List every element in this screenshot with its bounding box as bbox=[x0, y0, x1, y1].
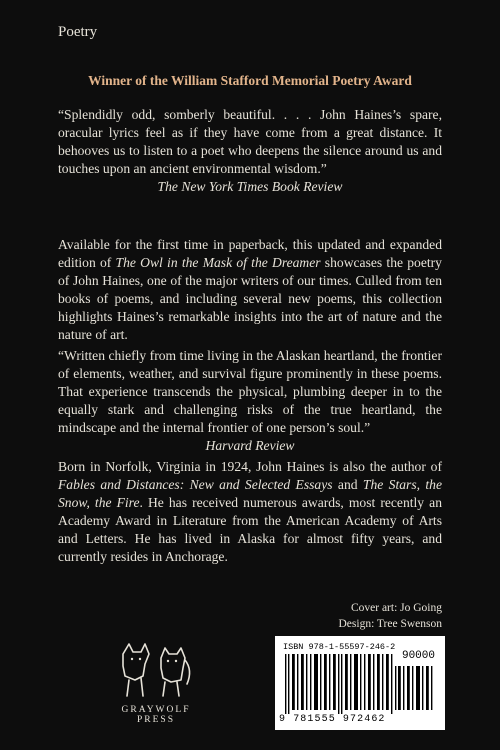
quote-text: “Splendidly odd, somberly beautiful. . . . John Haines’s spare, oracular lyrics feel as if they have come from a great distance. It behooves us to listen to a poet who deepens the silence around us and touches upon an ancient environmental wisdom.” bbox=[58, 107, 442, 176]
cover-art-credit: Cover art: Jo Going bbox=[350, 602, 442, 614]
bio-book-1: Fables and Distances: New and Selected Essays bbox=[58, 477, 333, 492]
quote-text: “Written chiefly from time living in the Alaskan heartland, the frontier of elements, weather, and survival figure prominently in these poems. That experience transcends the physical, plumbing deeper in to the equally stark and challenging risks of the true heartland, the mindscape and the internal frontier of one person’s soul.” bbox=[58, 348, 442, 435]
bio-mid: and bbox=[332, 477, 363, 492]
bio-lead: Born in Norfolk, Virginia in 1924, John Haines is also the author of bbox=[58, 459, 442, 474]
bio-book-2: The Stars, the Snow, the Fire bbox=[58, 477, 442, 510]
quote-source: Harvard Review bbox=[205, 438, 295, 453]
quote-source: The New York Times Book Review bbox=[157, 179, 343, 194]
price-bars bbox=[395, 666, 435, 710]
price-code: 90000 bbox=[401, 650, 435, 662]
book-description bbox=[58, 236, 442, 344]
description-rest: showcases the poetry of John Haines, one of the major writers of our times. Culled from ten books of poems, and including several new poems, this collection highlights Haines’s remarkable insights into the art of nature and the nature of art. bbox=[58, 255, 442, 342]
book-title: The Owl in the Mask of the Dreamer bbox=[115, 255, 321, 270]
review-quote-2 bbox=[58, 347, 442, 455]
two-wolves-icon bbox=[115, 640, 195, 698]
publisher-logo bbox=[110, 640, 200, 698]
award-line: Winner of the William Stafford Memorial Poetry Award bbox=[88, 73, 412, 88]
credits bbox=[338, 600, 442, 632]
review-quote-1 bbox=[58, 106, 442, 196]
author-bio bbox=[58, 458, 442, 566]
description-lead: Available for the first time in paperback, this updated and expanded edition of bbox=[58, 237, 442, 270]
ean-digits: 9 781555 972462 bbox=[279, 714, 386, 725]
publisher-name: GRAYWOLF PRESS bbox=[121, 705, 191, 725]
barcode bbox=[275, 636, 445, 730]
isbn-label: ISBN 978-1-55597-246-2 bbox=[283, 642, 396, 652]
ean-bars bbox=[283, 654, 395, 714]
bio-rest: . He has received numerous awards, most recently an Academy Award in Literature from the American Academy of Arts and Letters. He has lived in Alaska for almost fifty years, and currently resides in Anchorage. bbox=[58, 495, 443, 564]
genre-label: Poetry bbox=[58, 24, 98, 40]
design-credit: Design: Tree Swenson bbox=[338, 618, 442, 630]
